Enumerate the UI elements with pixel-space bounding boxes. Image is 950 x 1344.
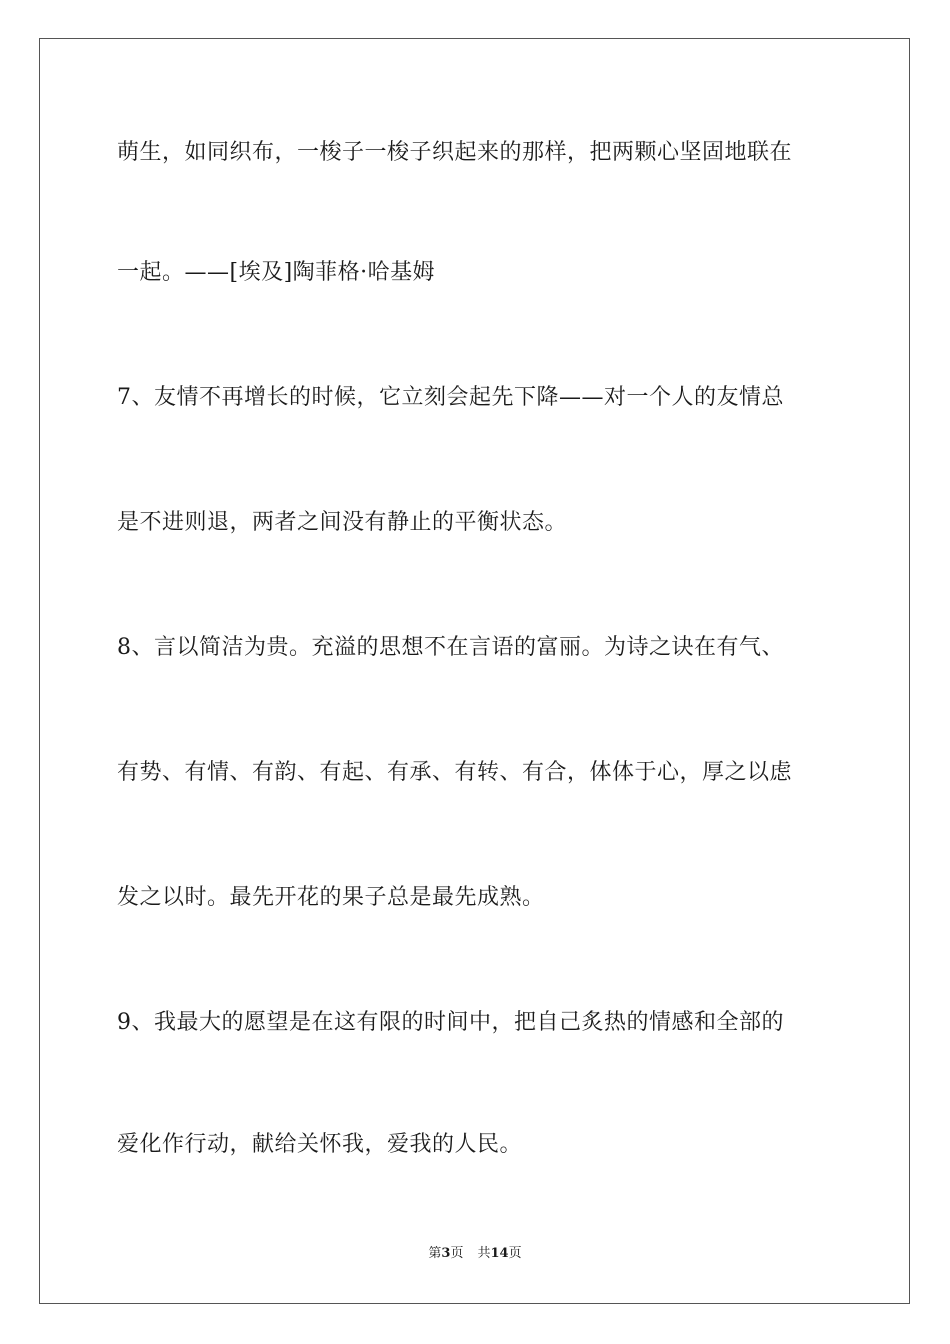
total-suffix: 页 [508, 1246, 522, 1261]
page-suffix: 页 [450, 1246, 464, 1261]
text-line: 是不进则退，两者之间没有静止的平衡状态。 [117, 510, 568, 535]
text-line: 一起。——[埃及]陶菲格·哈基姆 [117, 260, 436, 285]
text-line: 发之以时。最先开花的果子总是最先成熟。 [117, 885, 545, 910]
text-line: 有势、有情、有韵、有起、有承、有转、有合，体体于心，厚之以虑 [117, 760, 793, 785]
text-line: 爱化作行动，献给关怀我，爱我的人民。 [117, 1132, 523, 1157]
text-line: 8、言以简洁为贵。充溢的思想不在言语的富丽。为诗之诀在有气、 [117, 635, 784, 660]
text-line: 9、我最大的愿望是在这有限的时间中，把自己炙热的情感和全部的 [117, 1010, 784, 1035]
text-line: 7、友情不再增长的时候，它立刻会起先下降——对一个人的友情总 [117, 385, 784, 410]
page-frame [39, 38, 910, 1304]
page-footer [0, 1245, 950, 1263]
total-pages: 14 [490, 1246, 509, 1261]
total-prefix: 共 [477, 1246, 491, 1261]
page-number: 3 [441, 1246, 451, 1261]
text-line: 萌生，如同织布，一梭子一梭子织起来的那样，把两颗心坚固地联在 [117, 140, 793, 165]
page-prefix: 第 [428, 1246, 442, 1261]
